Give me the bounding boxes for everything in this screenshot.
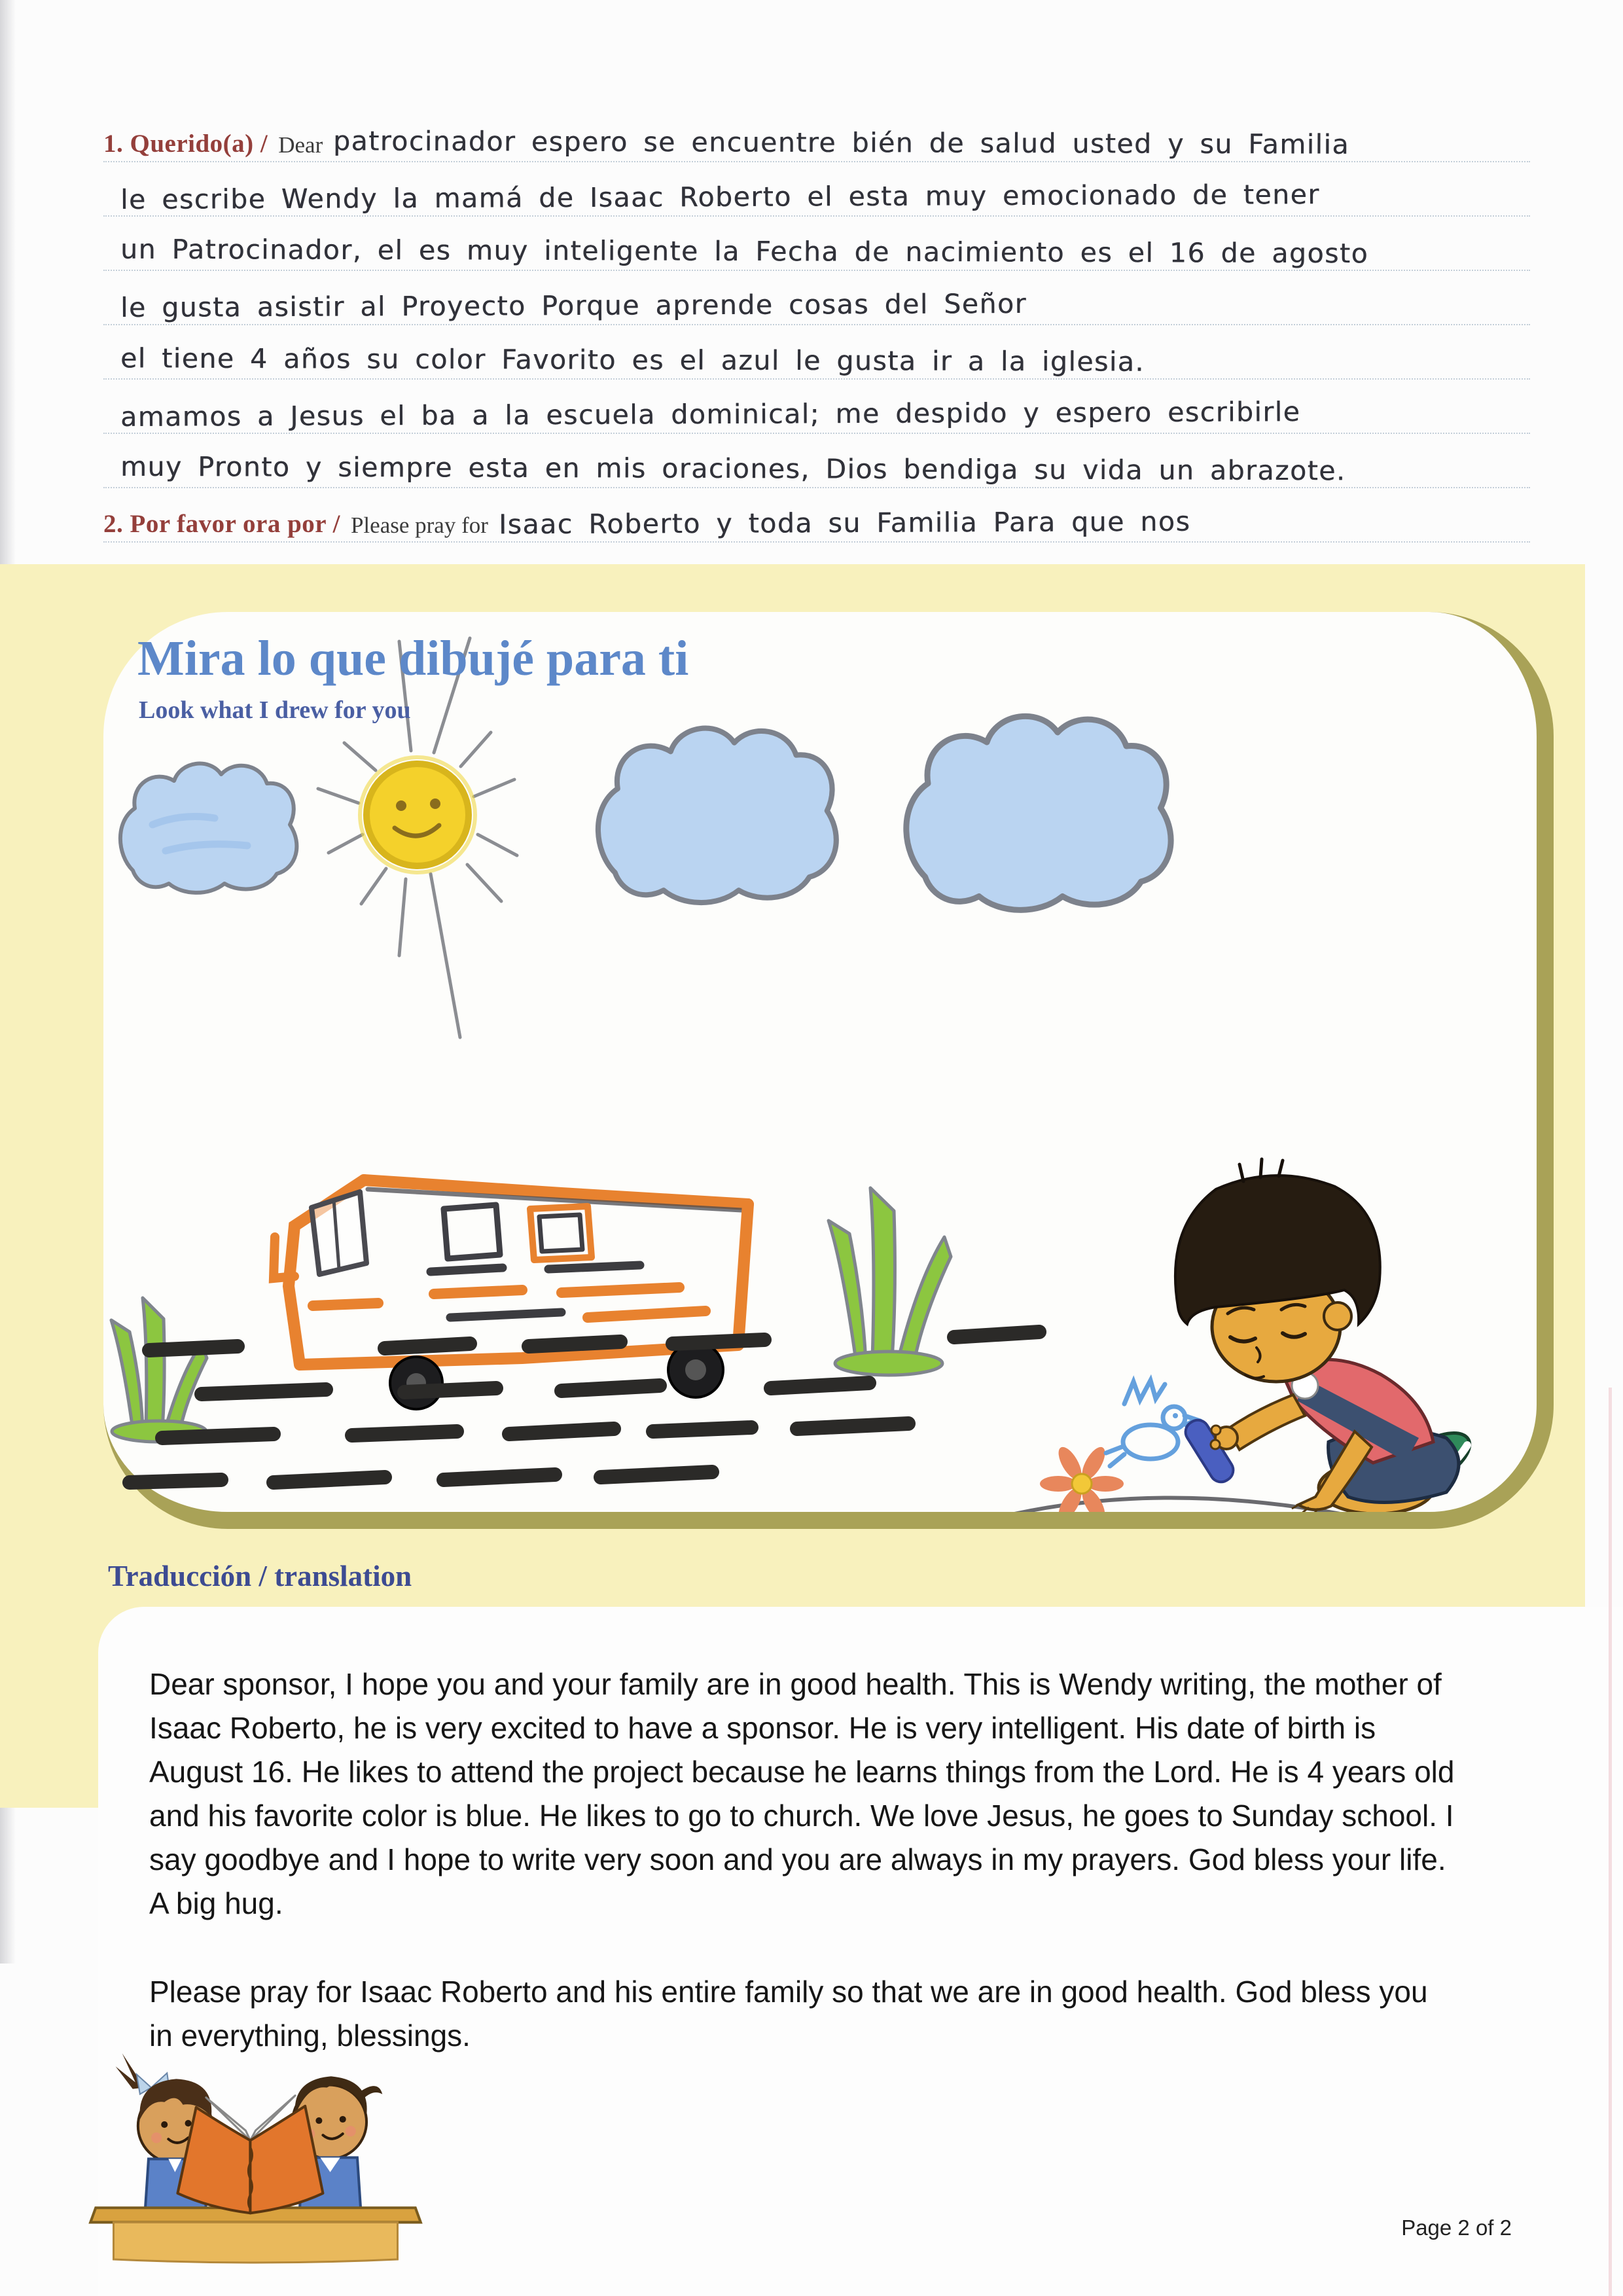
handwritten-text: el tiene 4 años su color Favorito es el azul le gusta ir a la iglesia. xyxy=(120,342,1145,378)
reading-children-illustration xyxy=(77,2041,434,2270)
cloud-drawing-middle xyxy=(598,728,836,903)
please-pray-label: Please pray for xyxy=(350,512,488,538)
cloud-drawing-right xyxy=(906,716,1171,910)
handwritten-letter-section xyxy=(103,108,1530,597)
drawing-subtitle: Look what I drew for you xyxy=(139,696,411,724)
drawing-title: Mira lo que dibujé para ti xyxy=(137,631,689,686)
translation-paragraph: Dear sponsor, I hope you and your family are in good health. This is Wendy writing, the mother of Isaac Roberto, he is very excited to have a sponsor. He is very intelligent. His date of birth is August 16. He likes to attend the project because he learns things from the Lord. He is 4 years old and his favorite color is blue. He likes to go to church. We love Jesus, he goes to Sunday school. I say goodbye and I hope to write very soon and you are always in my prayers. God bless your life. A big hug. xyxy=(149,1667,1455,1920)
letter-line xyxy=(103,217,1530,271)
handwritten-text: le escribe Wendy la mamá de Isaac Roberto el esta muy emocionado de tener xyxy=(120,179,1320,215)
translation-heading: Traducción / translation xyxy=(108,1560,412,1592)
translation-paragraph: Please pray for Isaac Roberto and his entire family so that we are in good health. God bless you in everything, blessings. xyxy=(149,1975,1428,2053)
dear-label: Dear xyxy=(278,132,323,158)
handwritten-text: un Patrocinador, el es muy inteligente la Fecha de nacimiento es el 16 de agosto xyxy=(120,233,1369,270)
grass-drawing-left xyxy=(111,1298,207,1442)
boy-drawing-illustration xyxy=(1175,1159,1478,1512)
letter-line xyxy=(103,488,1530,543)
letter-line xyxy=(103,434,1530,488)
cloud-drawing-left xyxy=(120,764,297,893)
letter-line xyxy=(103,162,1530,217)
letter-line xyxy=(103,271,1530,325)
page-number: Page 2 of 2 xyxy=(1401,2215,1512,2240)
child-drawing-illustration xyxy=(103,612,1537,1512)
letter-line xyxy=(103,380,1530,434)
letter-line xyxy=(103,108,1530,162)
bird-drawing xyxy=(1106,1380,1196,1466)
desk xyxy=(90,2208,421,2263)
grass-drawing-middle xyxy=(829,1188,951,1375)
letter-line xyxy=(103,325,1530,380)
handwritten-text: le gusta asistir al Proyecto Porque aprende cosas del Señor xyxy=(120,287,1027,324)
handwritten-text: Isaac Roberto y toda su Familia Para que nos xyxy=(498,505,1191,541)
handwritten-text: amamos a Jesus el ba a la escuela dominical; me despido y espero escribirle xyxy=(120,396,1301,433)
handwritten-text: patrocinador espero se encuentre bién de salud usted y su Familia xyxy=(333,125,1350,160)
scan-edge-line xyxy=(1609,1388,1612,2296)
handwritten-text: muy Pronto y siempre esta en mis oraciones, Dios bendiga su vida un abrazote. xyxy=(120,450,1346,487)
translation-text xyxy=(149,1662,1458,2058)
drawing-panel xyxy=(103,612,1554,1529)
open-book xyxy=(177,2096,323,2214)
school-bus-drawing xyxy=(274,1180,748,1409)
querido-label: 1. Querido(a) / xyxy=(103,130,268,158)
ora-por-label: 2. Por favor ora por / xyxy=(103,510,340,538)
